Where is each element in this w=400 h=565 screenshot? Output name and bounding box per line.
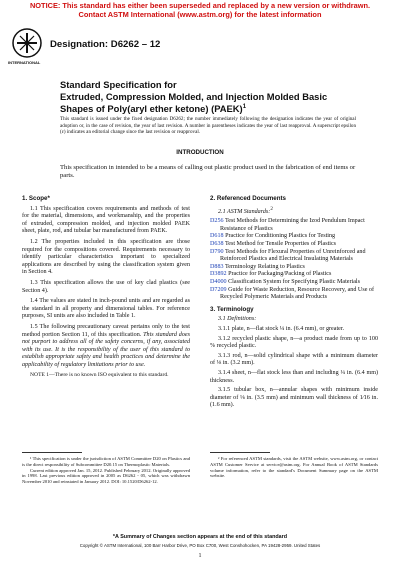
reference-item[interactable]: D618 Practice for Conditioning Plastics for Testing bbox=[210, 233, 336, 240]
title-line-2: Extruded, Compression Molded, and Injection Molded Basic bbox=[60, 90, 328, 102]
definition-recycled-plastic-shape: 3.1.2 recycled plastic shape, n—a product made from up to 100 % recycled plastic. bbox=[210, 335, 378, 350]
document-title bbox=[60, 79, 360, 115]
footnote-2: ² For referenced ASTM standards, visit the ASTM website, www.astm.org, or contact ASTM Customer Service at service@astm.org. For Annual Book of ASTM Standards volume information, refer to the standard's Document Summary page on the ASTM website. bbox=[210, 456, 378, 479]
right-column bbox=[210, 195, 378, 412]
paragraph-1-1: 1.1 This specification covers requirements and methods of test for the material, dimensions, and workmanship, and the properties of extruded, compression molded, and injection molded PAEK sheet, plate, rod, and tubular bar manufactured from PAEK. bbox=[22, 205, 190, 235]
astm-logo-icon bbox=[10, 27, 44, 67]
referenced-documents-heading: 2. Referenced Documents bbox=[210, 195, 286, 202]
copyright-line: Copyright © ASTM International, 100 Barr Harbor Drive, PO Box C700, West Conshohocken, PA 19428-2959. United States bbox=[79, 543, 321, 548]
reference-item[interactable]: D7209 Guide for Waste Reduction, Resource Recovery, and Use of Recycled Polymeric Materials and Products bbox=[210, 286, 375, 301]
paragraph-1-4: 1.4 The values are stated in inch-pound units and are regarded as the standard in all property and dimensional tables. For reference purposes, SI units are also included in Table 1. bbox=[22, 298, 190, 320]
footnotes-right bbox=[210, 456, 378, 479]
introduction-heading: INTRODUCTION bbox=[176, 149, 224, 156]
reference-item[interactable]: D638 Test Method for Tensile Properties of Plastics bbox=[210, 241, 337, 247]
terminology-heading: 3. Terminology bbox=[210, 305, 254, 313]
page-number: 1 bbox=[198, 553, 202, 559]
note-1: NOTE 1—There is no known ISO equivalent to this standard. bbox=[30, 372, 169, 379]
notice-line-2: Contact ASTM International (www.astm.org) for the latest information bbox=[78, 10, 322, 19]
issuance-note: This standard is issued under the fixed designation D6262; the number immediately following the designation indicates the year of original adoption or, in the case of revision, the year of last revision. A number in parentheses indicates the year of last reapproval. A superscript epsilon (ε) indicates an editorial change since the last revision or reapproval. bbox=[60, 116, 356, 136]
definition-rod: 3.1.3 rod, n—solid cylindrical shape with a minimum diameter of ⅛ in. (3.2 mm). bbox=[210, 352, 378, 367]
footnote-1-edition: Current edition approved Jan. 15, 2012. Published February 2012. Originally approved in 1998. Last previous edition approved in 2005 as D6262 - 05, which was withdrawn November 2010 and reinstated in January 2012. DOI: 10.1520/D6262-12. bbox=[22, 467, 190, 485]
reference-item[interactable]: D3892 Practice for Packaging/Packing of Plastics bbox=[210, 271, 332, 278]
summary-of-changes-note: *A Summary of Changes section appears at the end of this standard bbox=[112, 534, 288, 540]
left-column bbox=[22, 195, 190, 383]
reference-list bbox=[210, 218, 378, 302]
logo-text: INTERNATIONAL bbox=[8, 60, 41, 65]
definition-plate: 3.1.1 plate, n—flat stock ¼ in. (6.4 mm), or greater. bbox=[218, 325, 345, 332]
reference-item[interactable]: D883 Terminology Relating to Plastics bbox=[210, 263, 305, 270]
footnote-divider-right bbox=[210, 452, 270, 453]
title-line-3: Shapes of Poly(aryl ether ketone) (PAEK)$^1$ bbox=[60, 103, 247, 115]
scope-heading: 1. Scope* bbox=[22, 195, 50, 202]
definitions-label: 3.1 Definitions: bbox=[218, 316, 257, 323]
reference-item[interactable]: D4000 Classification System for Specifying Plastic Materials bbox=[210, 278, 360, 285]
astm-standards-label: 2.1 ASTM Standards:$^2$ bbox=[218, 205, 273, 215]
footnote-1: ¹ This specification is under the jurisdiction of ASTM Committee D20 on Plastics and is the direct responsibility of Subcommittee D20.15 on Thermoplastic Materials. bbox=[22, 456, 190, 467]
notice-line-1: NOTICE: This standard has either been superseded and replaced by a new version or withdrawn. bbox=[29, 1, 371, 10]
footnote-divider-left bbox=[22, 452, 82, 453]
notice-banner bbox=[0, 1, 400, 19]
reference-item[interactable]: D790 Test Methods for Flexural Properties of Unreinforced and Reinforced Plastics and Electrical Insulating Materials bbox=[210, 248, 366, 263]
definition-tubular-box: 3.1.5 tubular box, n—annular shapes with minimum inside diameter of ⅛ in. (3.5 mm) and minimum wall thickness of 1⁄16 in. (1.6 mm). bbox=[210, 387, 378, 409]
title-line-1: Standard Specification for bbox=[60, 79, 177, 90]
paragraph-1-2: 1.2 The properties included in this specification are those required for the compositions covered. Requirements necessary to identify particular characteristics important to specialized applications are described by using the classification system given in Section 4. bbox=[22, 238, 190, 276]
footnotes-left bbox=[22, 456, 190, 485]
introduction-text: This specification in intended to be a means of calling out plastic product used in the fabrication of end items or parts. bbox=[60, 164, 356, 180]
paragraph-1-3: 1.3 This specification allows the use of key clad plastics (see Section 4). bbox=[22, 279, 190, 294]
definition-sheet: 3.1.4 sheet, n—flat stock less than and including ¼ in. (6.4 mm) thickness. bbox=[210, 369, 378, 384]
reference-item[interactable]: D256 Test Methods for Determining the Izod Pendulum Impact Resistance of Plastics bbox=[210, 218, 365, 232]
designation: Designation: D6262 – 12 bbox=[50, 39, 161, 50]
paragraph-1-5: 1.5 The following precautionary caveat pertains only to the test method portion Section 11, of this specification. This standard does not purport to address all of the safety concerns, if any, associated with its use. It is the responsibility of the user of this standard to establish appropriate safety and health practices and determine the applicability of regulatory limitations prior to use. bbox=[22, 323, 190, 368]
